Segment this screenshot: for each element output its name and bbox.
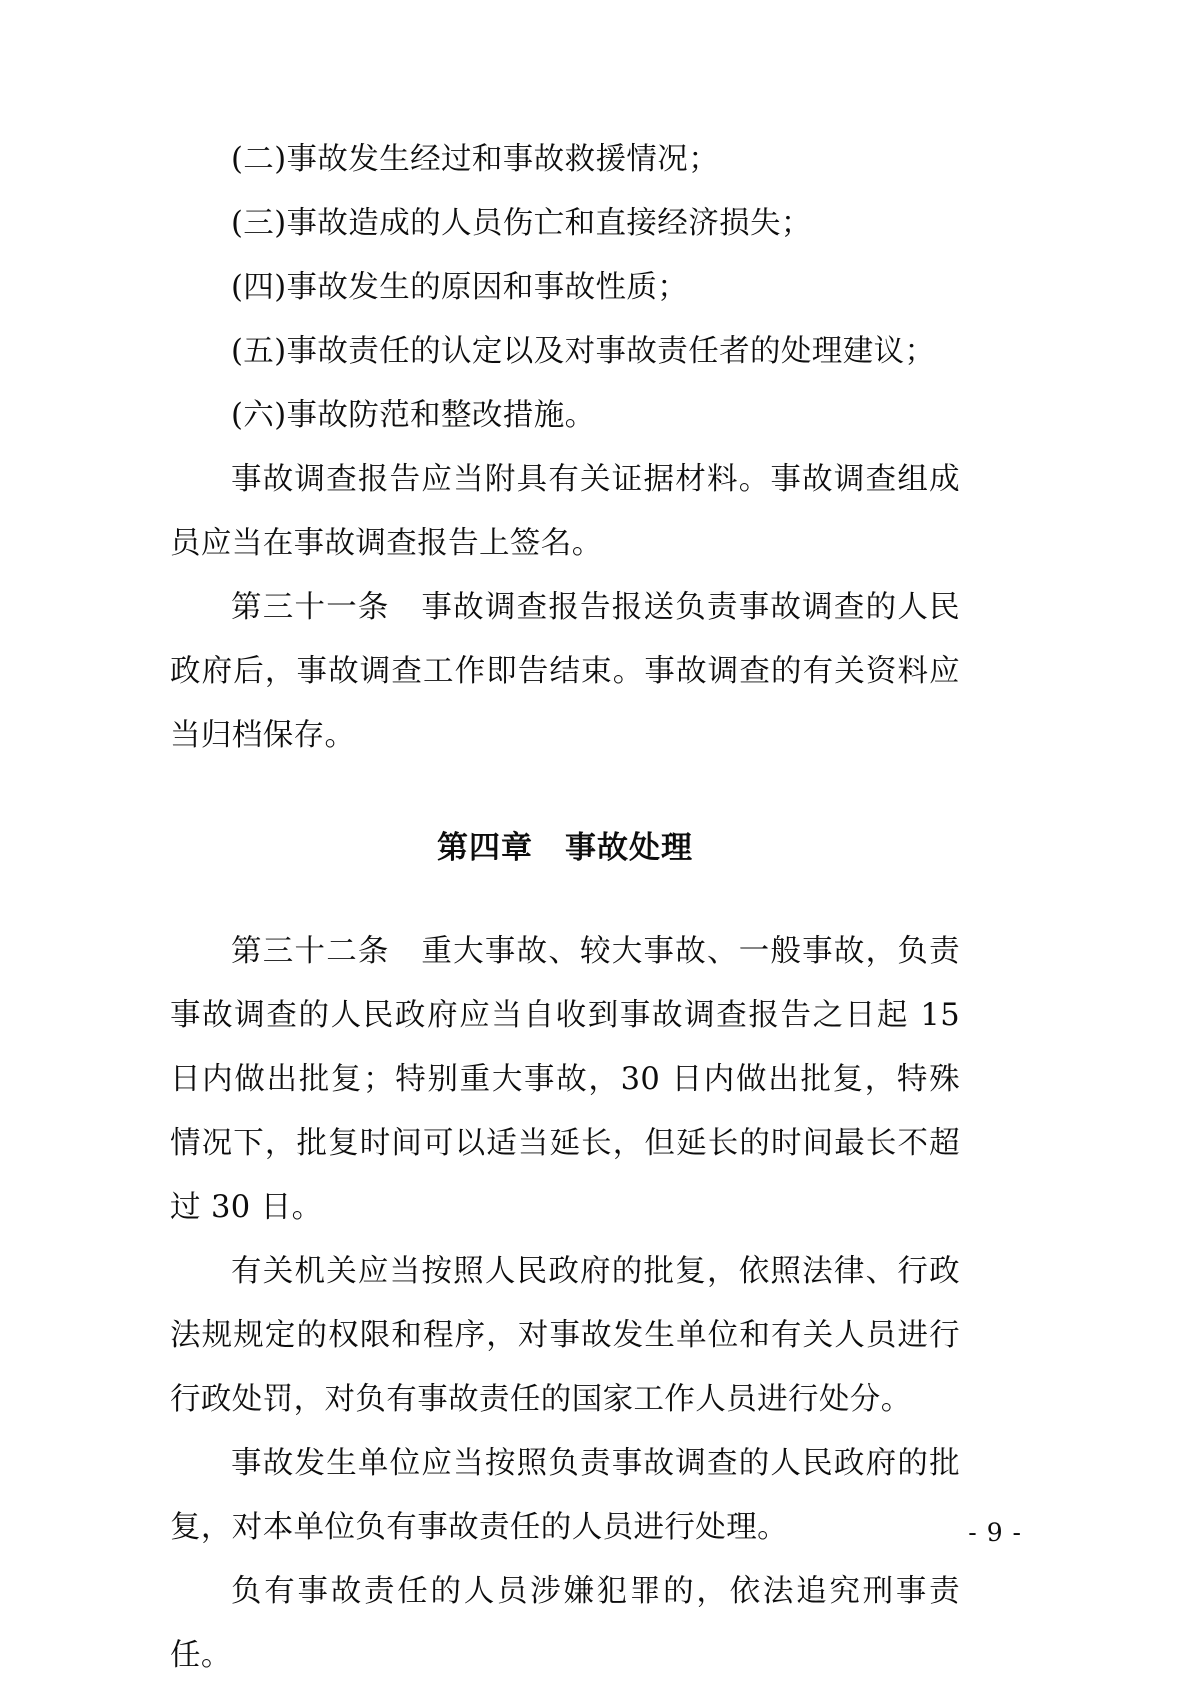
- list-item: (四)事故发生的原因和事故性质；: [231, 270, 689, 305]
- paragraph-unit: 事故发生单位应当按照负责事故调查的人民政府的批复，对本单位负有事故责任的人员进行处理。: [170, 1446, 960, 1545]
- chapter-heading: 第四章 事故处理: [437, 830, 693, 866]
- list-item: (六)事故防范和整改措施。: [231, 398, 596, 433]
- list-item: (五)事故责任的认定以及对事故责任者的处理建议；: [231, 334, 936, 369]
- page-number: - 9 -: [968, 1518, 1022, 1547]
- spacer: [170, 768, 960, 816]
- paragraph-article-31: 第三十一条 事故调查报告报送负责事故调查的人民政府后，事故调查工作即告结束。事故调查的有关资料应当归档保存。: [170, 590, 960, 753]
- paragraph-article-32: 第三十二条 重大事故、较大事故、一般事故，负责事故调查的人民政府应当自收到事故调查报告之日起 15 日内做出批复；特别重大事故，30 日内做出批复，特殊情况下，批复时间可以适当延长，但延长的时间最长不超过 30 日。: [170, 934, 960, 1225]
- list-item: (二)事故发生经过和事故救援情况；: [231, 142, 720, 177]
- page-content: [170, 128, 960, 1683]
- paragraph-criminal: 负有事故责任的人员涉嫌犯罪的，依法追究刑事责任。: [170, 1574, 960, 1673]
- paragraph-evidence: 事故调查报告应当附具有关证据材料。事故调查组成员应当在事故调查报告上签名。: [170, 462, 960, 561]
- spacer: [170, 880, 960, 920]
- paragraph-authority: 有关机关应当按照人民政府的批复，依照法律、行政法规规定的权限和程序，对事故发生单位和有关人员进行行政处罚，对负有事故责任的国家工作人员进行处分。: [170, 1254, 960, 1417]
- list-item: (三)事故造成的人员伤亡和直接经济损失；: [231, 206, 812, 241]
